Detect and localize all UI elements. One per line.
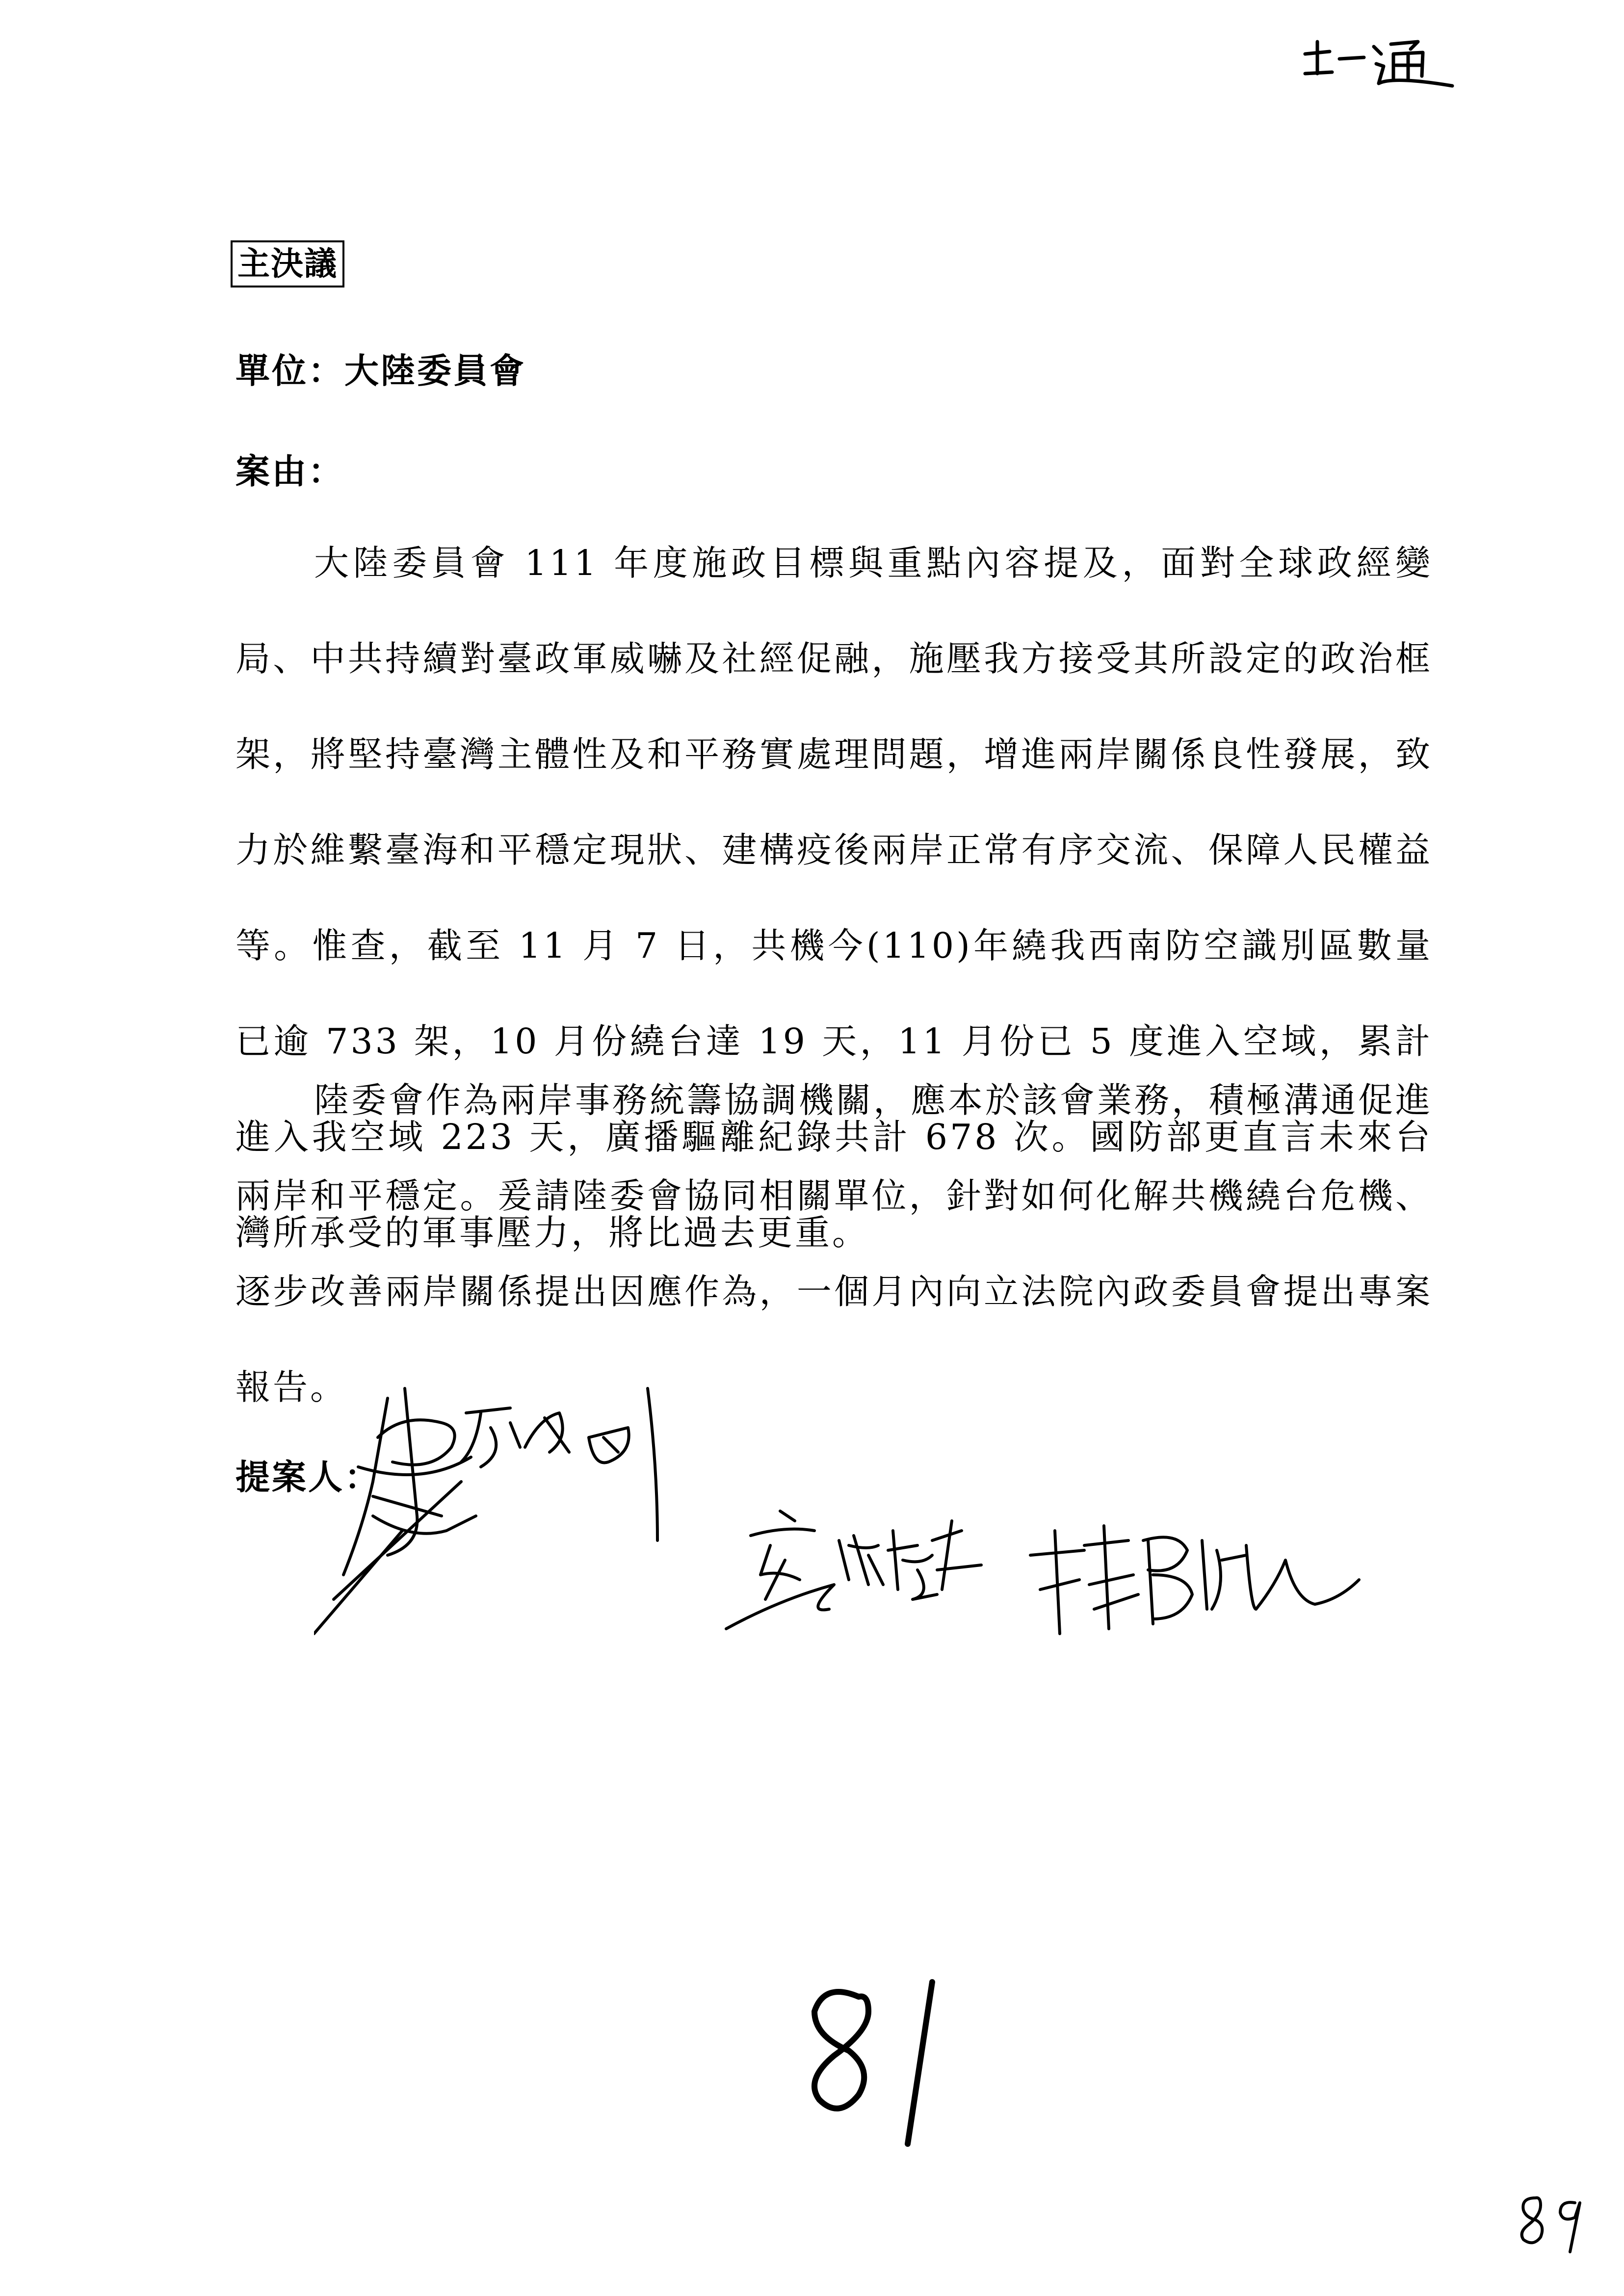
- unit-line: 單位：大陸委員會: [236, 350, 526, 391]
- signature-2: [707, 1501, 1025, 1648]
- case-label: 案由：: [236, 451, 344, 492]
- proposer-label: 提案人：: [236, 1457, 381, 1497]
- resolution-type-box: 主決議: [231, 240, 344, 287]
- paragraph-1-text: 大陸委員會 111 年度施政目標與重點內容提及，面對全球政經變局、中共持續對臺政軍威嚇及社經促融，施壓我方接受其所設定的政治框架，將堅持臺灣主體性及和平務實處理問題，增進兩岸關係良性發展，致力於維繫臺海和平穩定現狀、建構疫後兩岸正常有序交流、保障人民權益等。惟查，截至 11 月 7 日，共機今(110)年繞我西南防空識別區數量已逾 733 架，10 月份繞台達 19 天，11 月份已 5 度進入空域，累計進入我空域 223 天，廣播驅離紀錄共計 678 次。國防部更直言未來台灣所承受的軍事壓力，將比過去更重。: [236, 543, 1433, 1253]
- paragraph-2-text: 陸委會作為兩岸事務統籌協調機關，應本於該會業務，積極溝通促進兩岸和平穩定。爰請陸委會協同相關單位，針對如何化解共機繞台危機、逐步改善兩岸關係提出因應作為，一個月內向立法院內政委員會提出專案報告。: [236, 1080, 1433, 1408]
- handwritten-corner-note: [1295, 27, 1457, 96]
- stamped-page-number: [1511, 2183, 1599, 2257]
- signature-1: [314, 1369, 697, 1644]
- signature-3: [1021, 1511, 1364, 1644]
- handwritten-page-number: [785, 1972, 981, 2154]
